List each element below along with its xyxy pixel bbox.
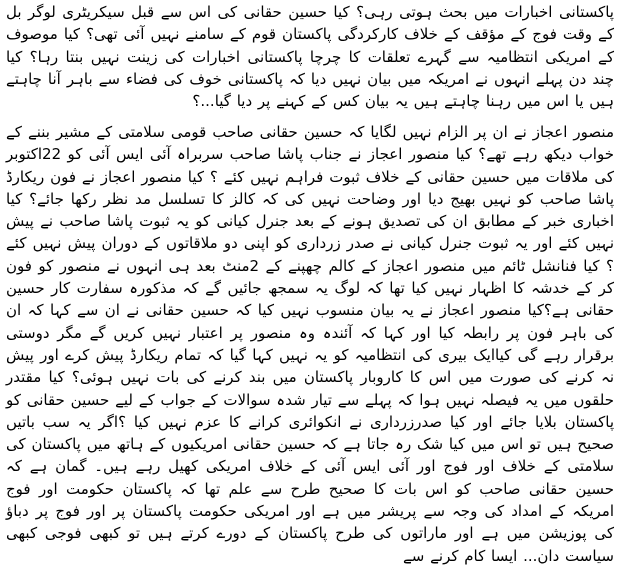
article-paragraph-1: پاکستانی اخبارات میں بحث ہوتی رہی؟ کیا حسین حقانی کی اس سے قبل سیکریٹری لوگر بل کے وقت فوج کے مؤقف کے خلاف کارکردگی پاکستان قوم کے سامنے نہیں آئی تھی؟ کیا موصوف کے امریکی انتظامیہ سے گہرے تعلقات کا چرچا پاکستانی اخبارات کی زینت نہیں بنتا رہا؟ کیا چند دن پہلے انہوں نے امریکہ میں بیان نہیں دیا کہ پاکستانی خوف کی فضاء سے باہر آنا چاہتے ہیں یا اس میں رہنا چاہتے ہیں یہ بیان کس کے کہنے پر دیا گیا...؟ bbox=[6, 3, 614, 111]
article-paragraph-2: منصور اعجاز نے ان پر الزام نہیں لگایا کہ حسین حقانی صاحب قومی سلامتی کے مشیر بننے کے خواب دیکھ رہے تھے؟ کیا منصور اعجاز نے جناب پاشا صاحب سربراہ آئی ایس آئی کو 22اکتوبر کی ملاقات میں حسین حقانی کے خلاف ثبوت فراہم نہیں کئے ؟ کیا منصور اعجاز نے فون ریکارڈ پاشا صاحب کو نہیں بھیج دیا اور وضاحت نہیں کی کہ کالز کا تسلسل مد نظر رکھا جائے؟ کیا اخباری خبر کے مطابق ان کی تصدیق ہونے کے بعد جنرل کیانی کو یہ ثبوت پاشا صاحب نے پیش نہیں کئے اور یہ ثبوت جنرل کیانی نے صدر زرداری کو اپنی دو ملاقاتوں کے دوران پیش نہیں کئے ؟ کیا فنانشل ٹائم میں منصور اعجاز کے کالم چھپنے کے 2منٹ بعد ہی انہوں نے منصور کو فون کر کے خدشہ کا اظہار نہیں کیا تھا کہ لوگ یہ سمجھ جائیں گے کہ مذکورہ سفارت کار حسین حقانی ہے؟کیا منصور اعجاز نے یہ بیان منسوب نہیں کیا کہ حسین حقانی نے ان سے کہا کہ ان کی باہر فون پر رابطہ کیا اور کہا کہ آئندہ وہ منصور پر اعتبار نہیں کریں گے مگر دوستی برقرار رہے گی کیاایک بیری کی انتظامیہ کو یہ نہیں کہا گیا کہ تمام ریکارڈ پیش کرے اور پیش نہ کرنے کی صورت میں اس کا کاروبار پاکستان میں بند کرنے کی بات نہیں ہوئی؟ کیا مقتدر حلقوں میں یہ فیصلہ نہیں ہوا کہ پہلے سے تیار شدہ سوالات کے جواب کے لیے حسین حقانی کو پاکستان بلایا جائے اور کیا صدرزرداری نے انکوائری کرانے کا عزم نہیں کیا ؟اگر یہ سب باتیں صحیح ہیں تو اس میں کیا شک رہ جاتا ہے کہ حسین حقانی امریکیوں کے ہاتھ میں پاکستان کی سلامتی کے خلاف اور فوج اور آئی ایس آئی کے خلاف امریکی کھیل رہے ہیں۔ گمان ہے کہ حسین حقانی صاحب کو اس بات کا صحیح طرح سے علم تھا کہ پاکستان حکومت اور فوج امریکہ کے امداد کی وجہ سے پریشر میں ہے اور امریکی حکومت پاکستان پر اور فوج پر دباؤ کی پوزیشن میں ہے اور ماراتوں کی طرح پاکستان کے دورے کرتے ہیں تو کبھی فوجی کبھی سیاست دان... ایسا کام کرنے سے bbox=[6, 123, 614, 565]
